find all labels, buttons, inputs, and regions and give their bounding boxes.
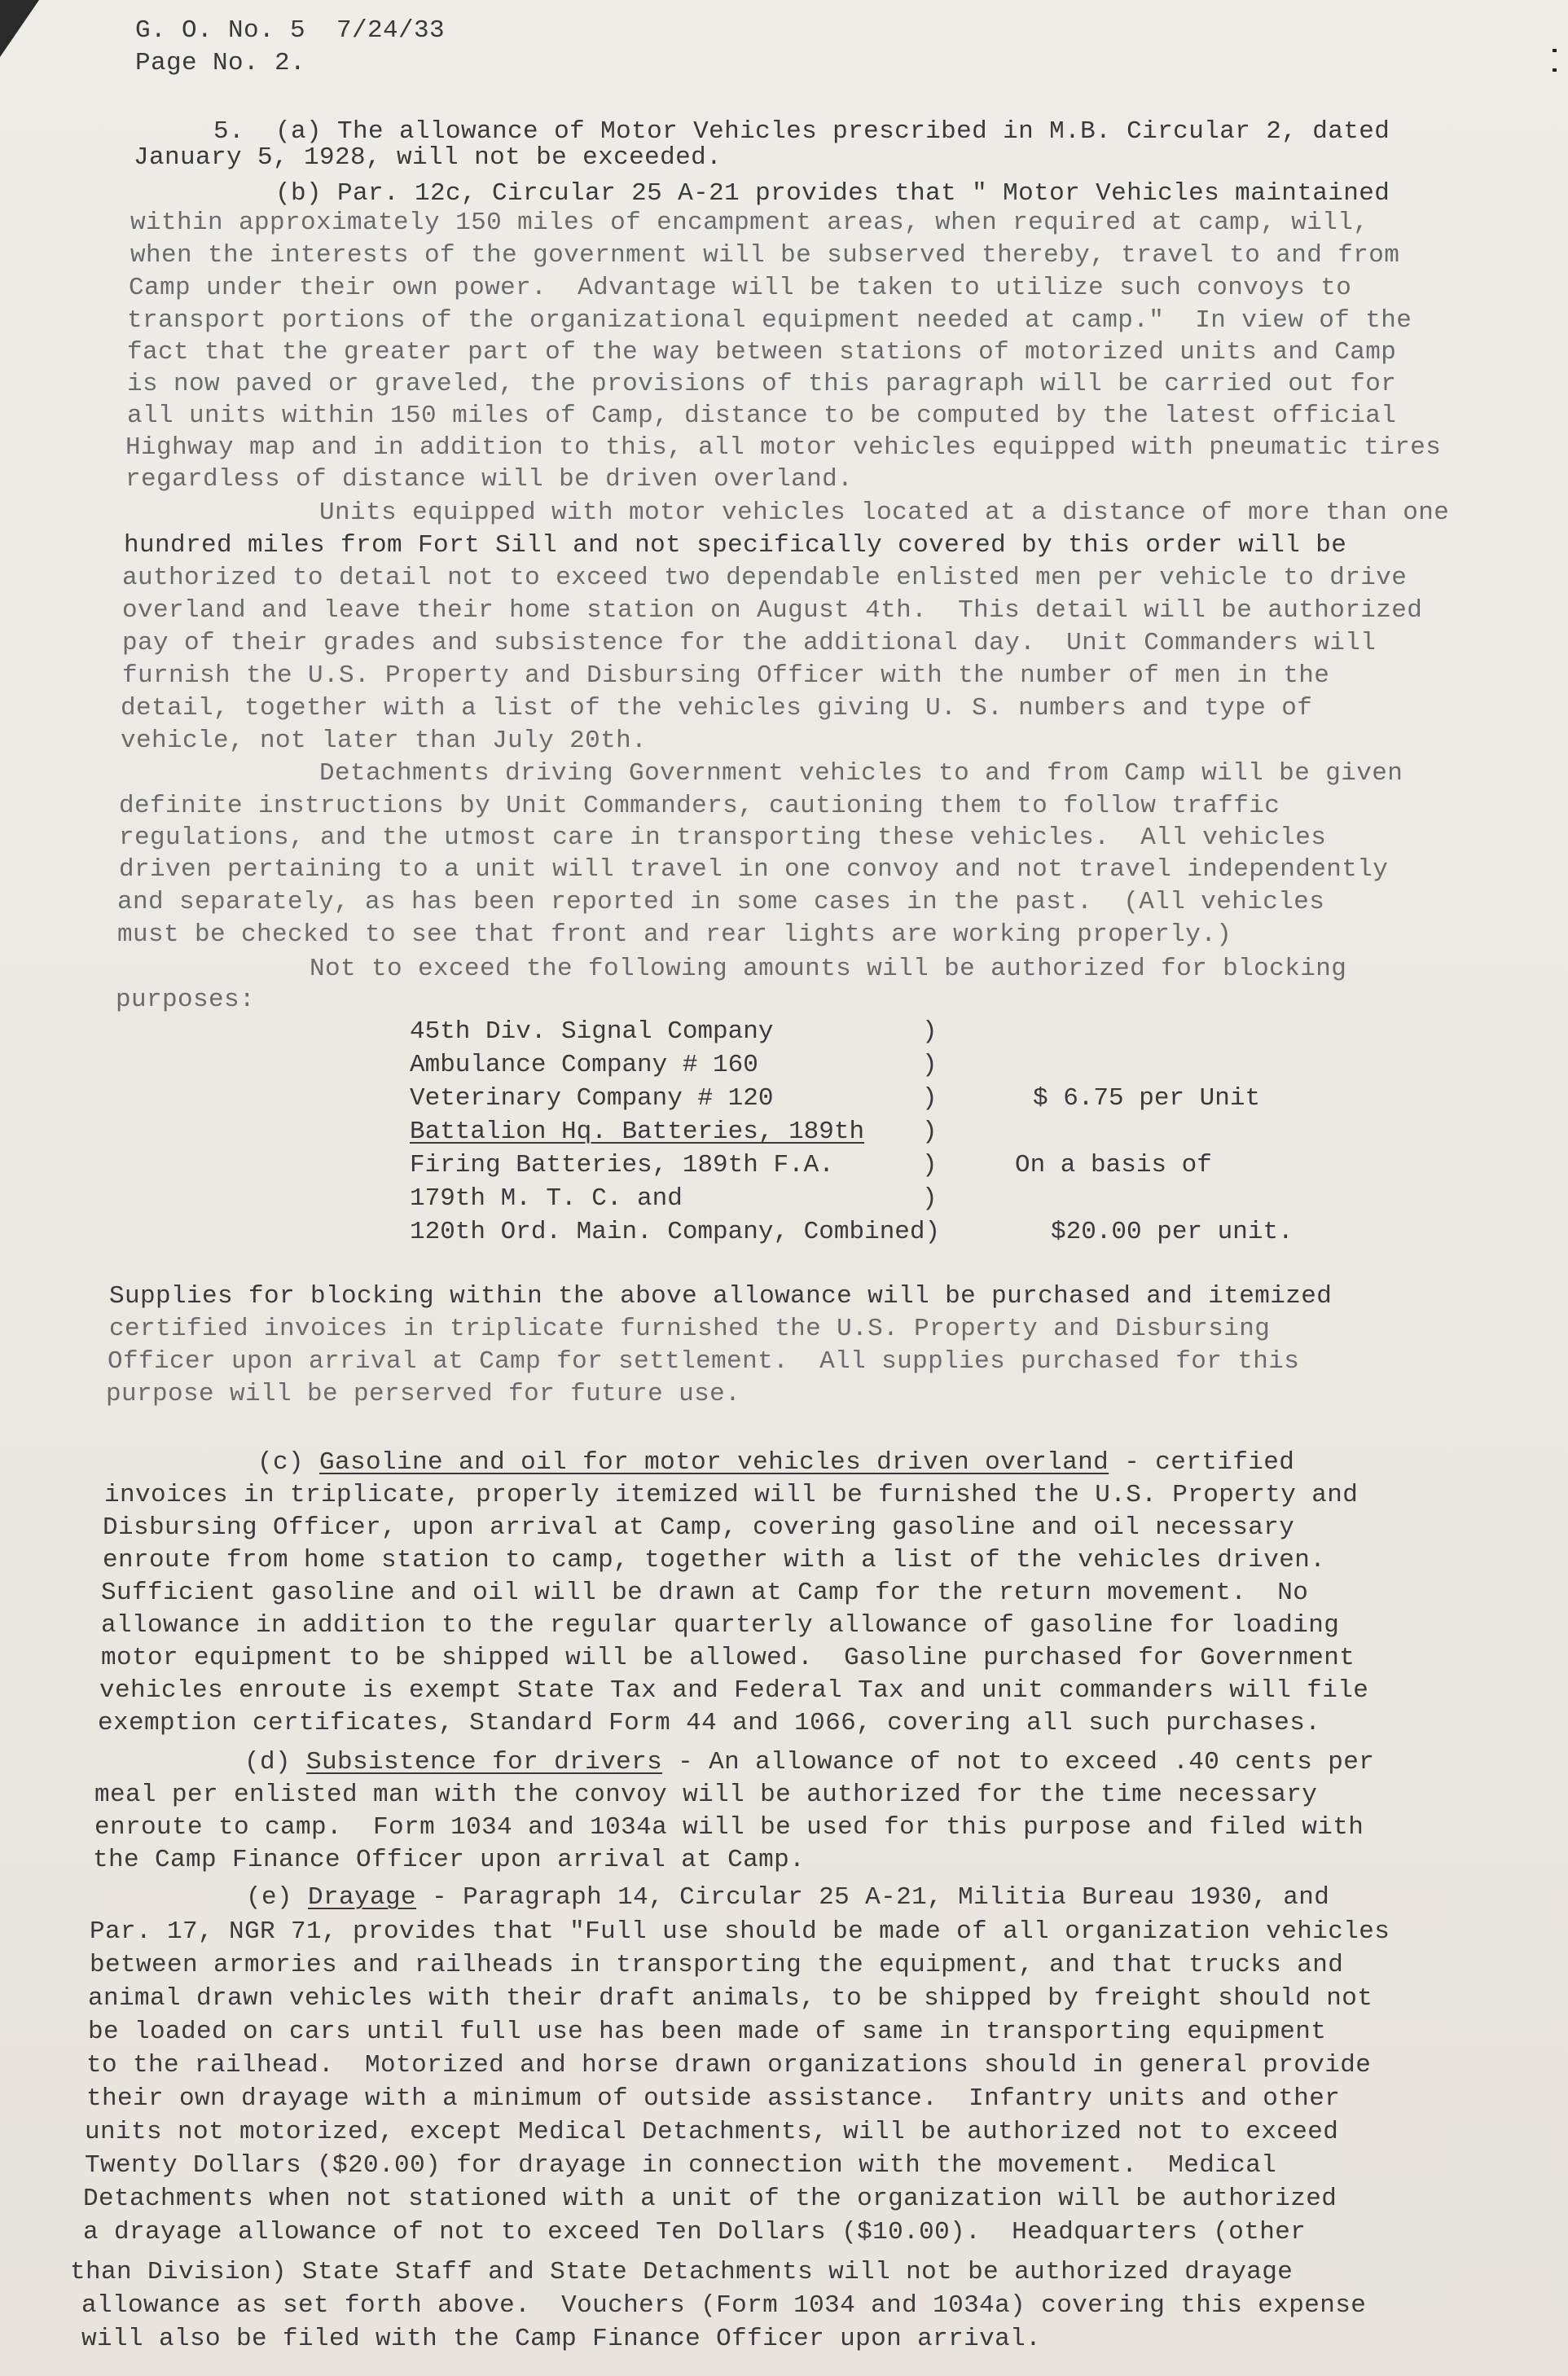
- paragraph-5b-line: Camp under their own power. Advantage will be taken to utilize such convoys to: [129, 274, 1352, 302]
- drayage-paragraph-line: units not motorized, except Medical Detachments, will be authorized not to exceed: [85, 2118, 1339, 2146]
- blocking-unit-item: 179th M. T. C. and: [410, 1184, 683, 1213]
- units-paragraph-line: Units equipped with motor vehicles located at a distance of more than one: [319, 498, 1450, 527]
- paragraph-5b-line: regardless of distance will be driven overland.: [125, 465, 854, 494]
- blocking-unit-item: 45th Div. Signal Company: [410, 1017, 774, 1046]
- drayage-paragraph-line: to the railhead. Motorized and horse drawn organizations should in general provide: [86, 2051, 1372, 2080]
- subsistence-paragraph-line: enroute to camp. Form 1034 and 1034a will be used for this purpose and filed with: [94, 1813, 1364, 1842]
- bracket-mark: ): [922, 1151, 938, 1179]
- blocking-rate: $ 6.75 per Unit: [1033, 1084, 1261, 1113]
- drayage-paragraph-line: be loaded on cars until full use has been made of same in transporting equipment: [88, 2018, 1327, 2046]
- gasoline-title: Gasoline and oil for motor vehicles driven overland: [319, 1448, 1109, 1477]
- order-number: G. O. No. 5 7/24/33: [135, 16, 446, 45]
- drayage-paragraph-line: their own drayage with a minimum of outside assistance. Infantry units and other: [86, 2084, 1341, 2113]
- subsistence-title: Subsistence for drivers: [306, 1748, 663, 1777]
- drayage-paragraph-line: between armories and railheads in transporting the equipment, and that trucks and: [90, 1951, 1344, 1979]
- drayage-paragraph-line: Par. 17, NGR 71, provides that "Full use should be made of all organization vehicles: [90, 1917, 1390, 1946]
- subsistence-heading-line: [244, 1746, 1374, 1779]
- blocking-intro-line: purposes:: [116, 986, 256, 1014]
- supplies-paragraph-line: purpose will be perserved for future use.: [106, 1380, 741, 1408]
- drayage-heading-line: [246, 1882, 1329, 1914]
- paragraph-5b-line: when the interests of the government will be subserved thereby, travel to and from: [130, 241, 1400, 270]
- blocking-unit-item: Battalion Hq. Batteries, 189th: [410, 1118, 865, 1146]
- bracket-mark: ): [922, 1084, 938, 1113]
- units-paragraph-line: hundred miles from Fort Sill and not specifically covered by this order will be: [124, 531, 1347, 560]
- detachments-paragraph-line: Detachments driving Government vehicles to and from Camp will be given: [319, 759, 1403, 788]
- paragraph-5b-line: all units within 150 miles of Camp, distance to be computed by the latest official: [127, 402, 1397, 430]
- subsistence-lead-rest: - An allowance of not to exceed .40 cents per: [662, 1748, 1375, 1777]
- detachments-paragraph-line: driven pertaining to a unit will travel in one convoy and not travel independently: [119, 855, 1389, 884]
- units-paragraph-line: overland and leave their home station on August 4th. This detail will be authorized: [122, 596, 1423, 625]
- bracket-mark: ): [922, 1184, 938, 1213]
- gasoline-paragraph-line: allowance in addition to the regular quarterly allowance of gasoline for loading: [101, 1611, 1340, 1640]
- bracket-mark: ): [922, 1051, 938, 1079]
- blocking-unit-item: Veterinary Company # 120: [410, 1084, 774, 1113]
- page-number: Page No. 2.: [135, 49, 306, 77]
- drayage-final-line: will also be filed with the Camp Finance Officer upon arrival.: [81, 2325, 1042, 2353]
- paragraph-5b-line: transport portions of the organizational equipment needed at camp." In view of the: [127, 306, 1412, 335]
- subparagraph-label: (c): [257, 1448, 305, 1477]
- paragraph-5b-line: is now paved or graveled, the provisions of this paragraph will be carried out for: [127, 370, 1397, 398]
- paragraph-5b-line: Highway map and in addition to this, all motor vehicles equipped with pneumatic tires: [125, 433, 1442, 462]
- gasoline-paragraph-line: Disbursing Officer, upon arrival at Camp, covering gasoline and oil necessary: [103, 1513, 1295, 1542]
- paragraph-5a-line: 5. (a) The allowance of Motor Vehicles prescribed in M.B. Circular 2, dated: [213, 117, 1390, 146]
- bracket-mark: ): [922, 1017, 938, 1046]
- drayage-paragraph-line: animal drawn vehicles with their draft animals, to be shipped by freight should not: [88, 1984, 1373, 2013]
- gasoline-paragraph-line: motor equipment to be shipped will be allowed. Gasoline purchased for Government: [101, 1644, 1355, 1672]
- blocking-rate-label: On a basis of: [1015, 1151, 1212, 1179]
- gasoline-paragraph-line: Sufficient gasoline and oil will be drawn at Camp for the return movement. No: [101, 1579, 1309, 1607]
- units-paragraph-line: pay of their grades and subsistence for the additional day. Unit Commanders will: [122, 629, 1377, 657]
- drayage-paragraph-line: Detachments when not stationed with a unit of the organization will be authorized: [83, 2185, 1337, 2213]
- bracket-mark: ): [922, 1118, 938, 1146]
- paragraph-5b-line: (b) Par. 12c, Circular 25 A-21 provides that " Motor Vehicles maintained: [275, 179, 1390, 208]
- subparagraph-label: (d): [244, 1748, 292, 1777]
- drayage-overstruck-line: than Division) State Staff and State Detachments will not be authorized drayage: [70, 2258, 1293, 2286]
- units-paragraph-line: furnish the U.S. Property and Disbursing Officer with the number of men in the: [122, 661, 1330, 690]
- gasoline-paragraph-line: exemption certificates, Standard Form 44 and 1066, covering all such purchases.: [98, 1709, 1321, 1737]
- detachments-paragraph-line: and separately, as has been reported in some cases in the past. (All vehicles: [117, 888, 1325, 916]
- blocking-unit-item: Ambulance Company # 160: [410, 1051, 758, 1079]
- edge-mark: [1553, 49, 1557, 52]
- paragraph-5b-line: fact that the greater part of the way between stations of motorized units and Camp: [127, 338, 1397, 367]
- units-paragraph-line: detail, together with a list of the vehicles giving U. S. numbers and type of: [121, 694, 1313, 722]
- folded-corner: [0, 0, 39, 57]
- blocking-unit-item: 120th Ord. Main. Company, Combined): [410, 1218, 941, 1246]
- gasoline-paragraph-line: vehicles enroute is exempt State Tax and Federal Tax and unit commanders will file: [99, 1676, 1369, 1705]
- subsistence-paragraph-line: the Camp Finance Officer upon arrival at Camp.: [93, 1846, 806, 1874]
- detachments-paragraph-line: regulations, and the utmost care in transporting these vehicles. All vehicles: [119, 823, 1327, 852]
- blocking-unit-item: Firing Batteries, 189th F.A.: [410, 1151, 834, 1179]
- gasoline-paragraph-line: invoices in triplicate, properly itemized will be furnished the U.S. Property and: [104, 1481, 1359, 1509]
- paragraph-5a-line: January 5, 1928, will not be exceeded.: [134, 143, 723, 172]
- gasoline-lead-rest: - certified: [1109, 1448, 1295, 1477]
- drayage-title: Drayage: [308, 1883, 417, 1912]
- supplies-paragraph-line: Supplies for blocking within the above allowance will be purchased and itemized: [109, 1282, 1333, 1311]
- blocking-unit-list: [410, 1015, 940, 1249]
- subsistence-paragraph-line: meal per enlisted man with the convoy will be authorized for the time necessary: [94, 1781, 1318, 1809]
- gasoline-paragraph-line: enroute from home station to camp, together with a list of the vehicles driven.: [103, 1546, 1326, 1574]
- drayage-final-line: allowance as set forth above. Vouchers (Form 1034 and 1034a) covering this expense: [81, 2291, 1367, 2320]
- edge-mark: [1553, 68, 1557, 72]
- detachments-paragraph-line: definite instructions by Unit Commanders, cautioning them to follow traffic: [119, 792, 1280, 820]
- blocking-rate: $20.00 per unit.: [1051, 1218, 1293, 1246]
- detachments-paragraph-line: must be checked to see that front and rear lights are working properly.): [117, 920, 1232, 949]
- drayage-paragraph-line: Twenty Dollars ($20.00) for drayage in connection with the movement. Medical: [85, 2151, 1277, 2180]
- blocking-intro-line: Not to exceed the following amounts will be authorized for blocking: [310, 955, 1347, 983]
- drayage-lead-rest: - Paragraph 14, Circular 25 A-21, Militia Bureau 1930, and: [416, 1883, 1330, 1912]
- paragraph-5b-line: within approximately 150 miles of encampment areas, when required at camp, will,: [130, 209, 1369, 237]
- drayage-paragraph-line: a drayage allowance of not to exceed Ten Dollars ($10.00). Headquarters (other: [83, 2218, 1307, 2246]
- units-paragraph-line: vehicle, not later than July 20th.: [121, 727, 648, 755]
- subparagraph-label: (e): [246, 1883, 293, 1912]
- supplies-paragraph-line: certified invoices in triplicate furnished the U.S. Property and Disbursing: [109, 1315, 1271, 1343]
- units-paragraph-line: authorized to detail not to exceed two dependable enlisted men per vehicle to drive: [122, 564, 1408, 592]
- gasoline-heading-line: [257, 1447, 1294, 1479]
- supplies-paragraph-line: Officer upon arrival at Camp for settlement. All supplies purchased for this: [108, 1347, 1300, 1376]
